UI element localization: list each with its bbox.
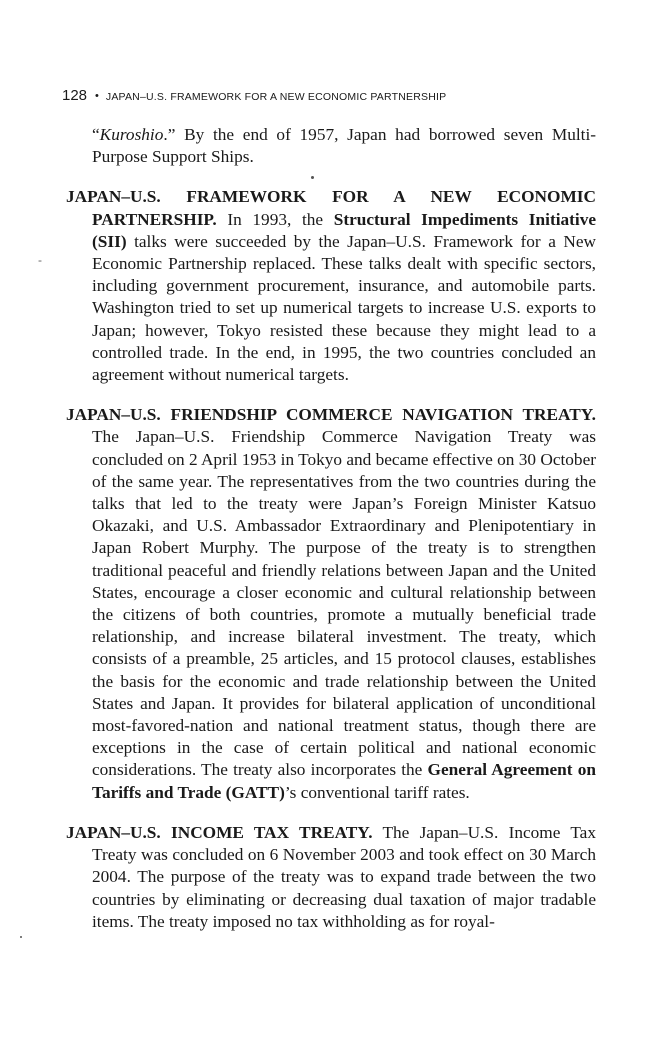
- continued-text: By the end of 1957, Japan had borrowed seven Multi-Purpose Support Ships.: [92, 125, 596, 167]
- continued-paragraph: [66, 124, 596, 168]
- entry-text: talks were succeeded by the Japan–U.S. Framework for a New Economic Partnership replaced. These talks dealt with specific sectors, including government procurement, insurance, and automobile parts. Washington tried to set up numerical targets to increase U.S. exports to Japan; however, Tokyo resisted these because they might lead to a controlled trade. In the end, in 1995, the two countries concluded an agreement without numerical targets.: [92, 231, 596, 385]
- entry-text: In 1993, the: [216, 209, 334, 229]
- spacer: [66, 804, 596, 822]
- spacer: [66, 386, 596, 404]
- italic-term: Kuroshio: [99, 125, 164, 144]
- dictionary-entry: [66, 822, 596, 933]
- open-quote: “: [92, 125, 100, 144]
- running-head-title: JAPAN–U.S. FRAMEWORK FOR A NEW ECONOMIC PARTNERSHIP: [105, 91, 447, 103]
- scan-dot: [20, 936, 22, 938]
- spacer: [66, 168, 596, 186]
- entry-text: The Japan–U.S. Income Tax Treaty was concluded on 6 November 2003 and took effect on 30 March 2004. The purpose of the treaty was to expand trade between the two countries by eliminating or decreasing dual taxation of major tradable items. The treaty imposed no tax withholding as for royal-: [92, 822, 596, 931]
- entry-headword: JAPAN–U.S. FRAMEWORK FOR A NEW ECONOMIC PARTNERSHIP.: [66, 187, 596, 229]
- page-number: 128: [62, 87, 88, 104]
- entry-text: ’s conventional tariff rates.: [284, 782, 470, 802]
- cross-reference: General Agreement on Tariffs and Trade (GATT): [92, 760, 596, 802]
- dictionary-entry: [66, 404, 596, 804]
- page-body: [66, 124, 596, 933]
- dictionary-entry: [66, 186, 596, 386]
- margin-dash-mark: -: [38, 253, 42, 267]
- close-quote: .”: [163, 125, 176, 144]
- bullet-separator: •: [95, 90, 99, 102]
- cross-reference: Structural Impediments Initiative (SII): [92, 209, 597, 251]
- entry-headword: JAPAN–U.S. FRIENDSHIP COMMERCE NAVIGATION TREATY.: [66, 405, 596, 425]
- scan-dot: [311, 176, 314, 179]
- running-head: [62, 86, 602, 106]
- entry-headword: JAPAN–U.S. INCOME TAX TREATY.: [66, 822, 373, 842]
- entry-text: The Japan–U.S. Friendship Commerce Navigation Treaty was concluded on 2 April 1953 in Tokyo and became effective on 30 October of the same year. The representatives from the two countries during the talks that led to the treaty were Japan’s Foreign Minister Katsuo Okazaki, and U.S. Ambassador Extraordinary and Plenipotentiary in Japan Robert Murphy. The purpose of the treaty is to strengthen traditional peaceful and friendly relations between Japan and the United States, encourage a closer economic and cultural relationship between the citizens of both countries, promote a mutually beneficial trade relationship, and increase bilateral investment. The treaty, which consists of a preamble, 25 articles, and 15 protocol clauses, establishes the basis for the economic and trade relationship between the United States and Japan. It provides for bilateral application of unconditional most-favored-nation and national treatment status, though there are exceptions in the case of certain political and national economic considerations. The treaty also incorporates the: [92, 427, 596, 780]
